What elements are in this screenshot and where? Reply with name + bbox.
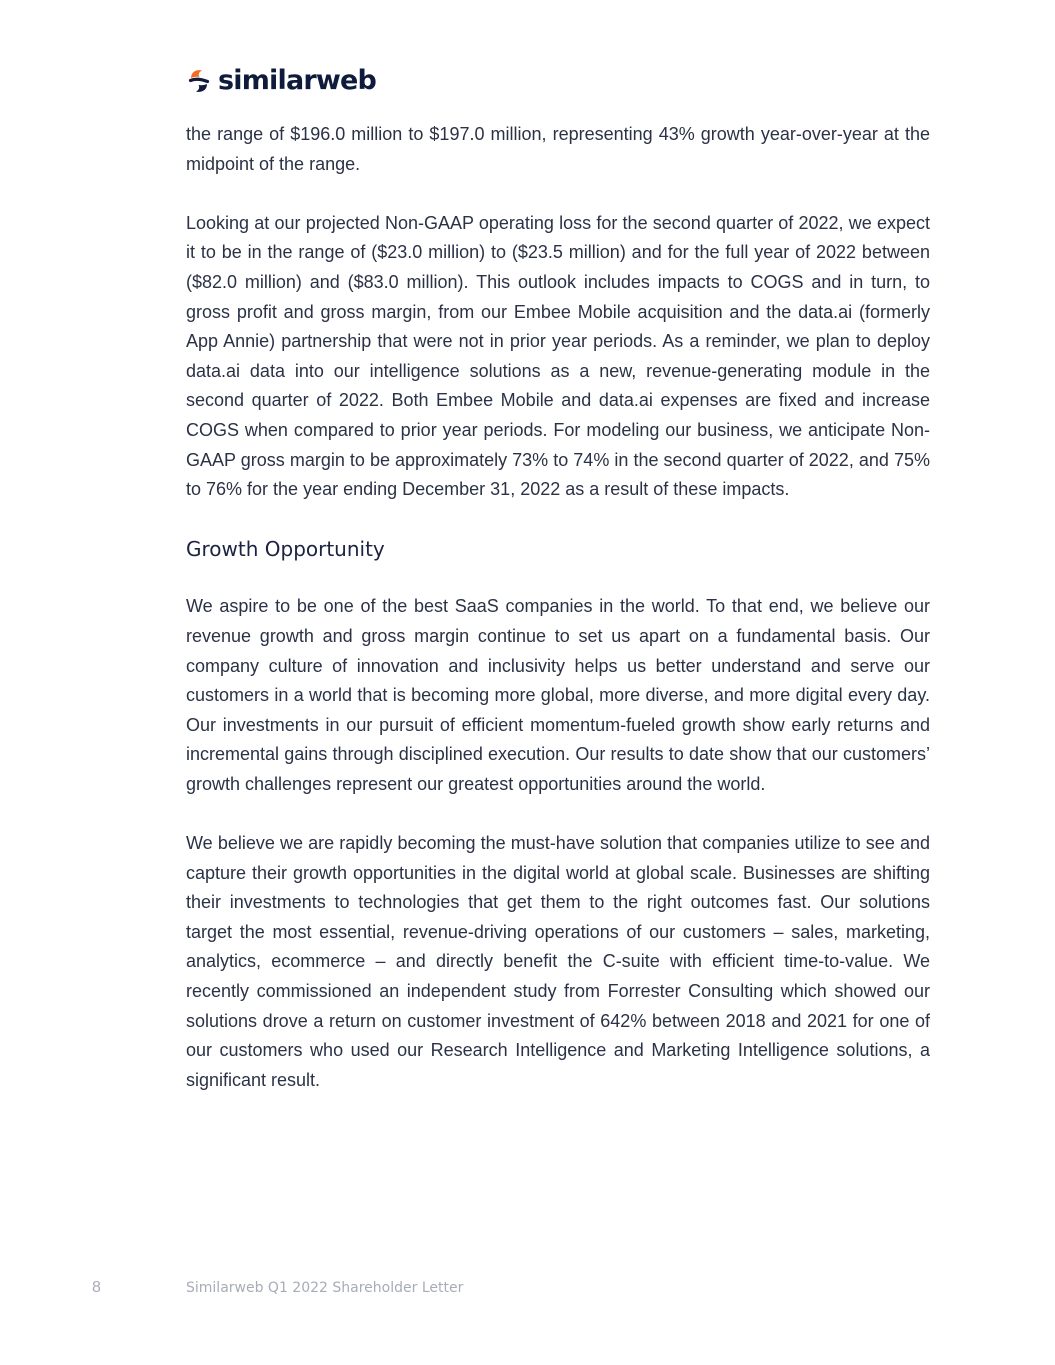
similarweb-logo [186,64,376,98]
page-number: 8 [92,1279,101,1296]
similarweb-logo-icon [186,66,212,96]
paragraph-must-have-solution: We believe we are rapidly becoming the must-have solution that companies utilize to see and capture their growth opportunities in the digital world at global scale. Businesses are shifting their investments to technologies that get them to the right outcomes fast. Our solutions target the most essential, revenue-driving operations of our customers – sales, marketing, analytics, ecommerce – and directly benefit the C-suite with efficient time-to-value. We recently commissioned an independent study from Forrester Consulting which showed our solutions drove a return on customer investment of 642% between 2018 and 2021 for one of our customers who used our Research Intelligence and Marketing Intelligence solutions, a significant result. [186,833,930,1090]
section-heading-growth-opportunity: Growth Opportunity [186,537,385,562]
logo-wordmark: similarweb [218,65,377,96]
main-content [186,120,930,1125]
paragraph-saas-aspiration: We aspire to be one of the best SaaS companies in the world. To that end, we believe our revenue growth and gross margin continue to set us apart on a fundamental basis. Our company culture of innovation and inclusivity helps us better understand and serve our customers in a world that is becoming more global, more diverse, and more digital every day. Our investments in our pursuit of efficient momentum-fueled growth show early returns and incremental gains through disciplined execution. Our results to date show that our customers’ growth challenges represent our greatest opportunities around the world. [186,596,930,794]
paragraph-guidance-continued: the range of $196.0 million to $197.0 million, representing 43% growth year-over-year at the midpoint of the range. [186,124,930,174]
footer-document-title: Similarweb Q1 2022 Shareholder Letter [186,1280,464,1296]
paragraph-operating-loss-outlook: Looking at our projected Non-GAAP operating loss for the second quarter of 2022, we expect it to be in the range of ($23.0 million) to ($23.5 million) and for the full year of 2022 between ($82.0 million) and ($83.0 million). This outlook includes impacts to COGS and in turn, to gross profit and gross margin, from our Embee Mobile acquisition and the data.ai (formerly App Annie) partnership that were not in prior year periods. As a reminder, we plan to deploy data.ai data into our intelligence solutions as a new, revenue-generating module in the second quarter of 2022. Both Embee Mobile and data.ai expenses are fixed and increase COGS when compared to prior year periods. For modeling our business, we anticipate Non-GAAP gross margin to be approximately 73% to 74% in the second quarter of 2022, and 75% to 76% for the year ending December 31, 2022 as a result of these impacts. [186,212,930,500]
